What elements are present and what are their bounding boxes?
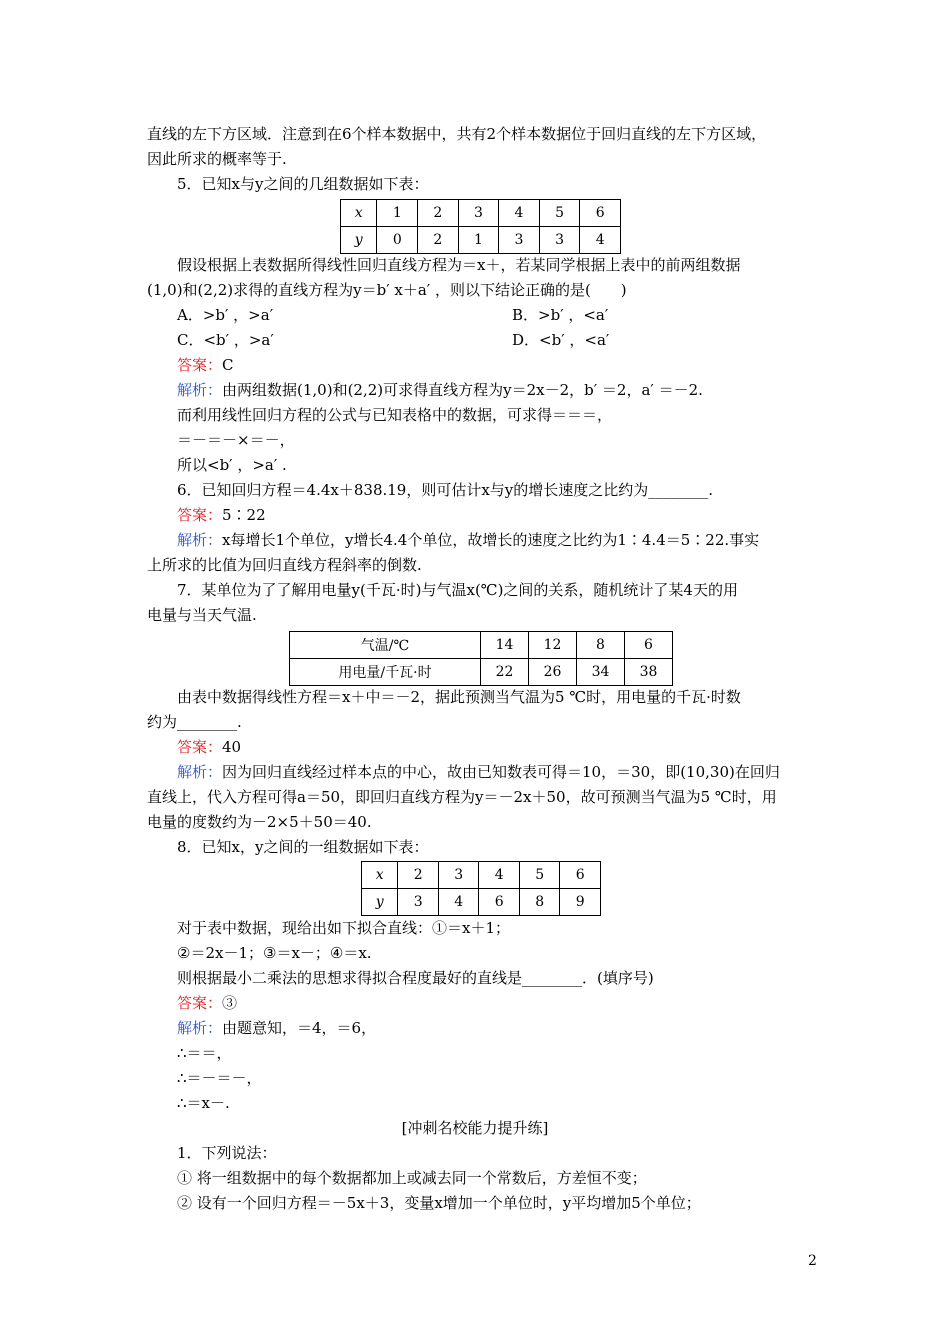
option-c: C．<b′ ，>a′	[177, 331, 274, 349]
option-d: D．<b′ ，<a′	[512, 331, 610, 349]
table-row	[341, 227, 621, 254]
table-cell: 6	[580, 200, 621, 227]
table-cell: 5	[519, 862, 560, 889]
answer-label: 答案：	[177, 356, 223, 374]
text-line: 由表中数据得线性方程＝x＋中＝－2，据此预测当气温为5 ℃时，用电量的千瓦·时数	[177, 688, 741, 706]
table-cell: 气温/℃	[290, 632, 481, 659]
question-5: 5．已知x与y之间的几组数据如下表：	[177, 175, 429, 193]
table-cell: 3	[539, 227, 580, 254]
table-row	[341, 200, 621, 227]
option-b: B．>b′ ，<a′	[512, 306, 609, 324]
explanation-label: 解析：	[177, 1019, 223, 1037]
answer-label: 答案：	[177, 738, 223, 756]
question-8: 8．已知x，y之间的一组数据如下表：	[177, 838, 429, 856]
table-cell: y	[362, 889, 398, 916]
text-line: ∴＝－＝－，	[177, 1069, 262, 1087]
table-row	[290, 659, 673, 686]
explanation-text: 由题意知，＝4，＝6，	[222, 1019, 377, 1037]
table-cell: 6	[625, 632, 673, 659]
answer-label: 答案：	[177, 506, 223, 524]
text-line: 电量与当天气温.	[147, 606, 257, 624]
table-cell: 1	[458, 227, 499, 254]
explanation-label: 解析：	[177, 381, 223, 399]
explanation-line	[177, 530, 759, 550]
problem-1: 1．下列说法：	[177, 1144, 277, 1162]
text-line: ②＝2x－1；③＝x－；④＝x.	[177, 944, 372, 962]
answer-value: 40	[222, 738, 242, 756]
explanation-line	[177, 762, 780, 782]
text-line: 约为________.	[147, 713, 242, 731]
table-cell: 3	[458, 200, 499, 227]
answer-line	[177, 737, 241, 757]
answer-line	[177, 355, 234, 375]
table-cell: 34	[577, 659, 625, 686]
table-cell: 12	[529, 632, 577, 659]
explanation-line	[177, 1018, 376, 1038]
question-6: 6．已知回归方程＝4.4x＋838.19，则可估计x与y的增长速度之比约为________.	[177, 481, 714, 499]
table-q5	[340, 199, 621, 254]
table-cell: 3	[438, 862, 479, 889]
text-line: ＝－＝－×＝－，	[177, 431, 295, 449]
table-cell: 2	[418, 200, 459, 227]
answer-line	[177, 505, 266, 525]
text-line: (1,0)和(2,2)求得的直线方程为y＝b′ x＋a′ ，则以下结论正确的是( )	[147, 281, 627, 299]
text-line: ∴＝＝，	[177, 1044, 232, 1062]
text-line: 假设根据上表数据所得线性回归直线方程为＝x＋，若某同学根据上表中的前两组数据	[177, 256, 741, 274]
explanation-line	[177, 380, 703, 400]
section-heading: [冲刺名校能力提升练]	[401, 1119, 549, 1137]
table-cell: 38	[625, 659, 673, 686]
text-line: 电量的度数约为－2×5＋50＝40.	[147, 813, 372, 831]
table-cell: 6	[560, 862, 601, 889]
table-cell: 6	[479, 889, 520, 916]
table-cell: 22	[481, 659, 529, 686]
text-line: 而利用线性回归方程的公式与已知表格中的数据，可求得＝＝＝，	[177, 406, 613, 424]
table-cell: 9	[560, 889, 601, 916]
answer-label: 答案：	[177, 994, 223, 1012]
table-cell: 8	[519, 889, 560, 916]
text-line: ② 设有一个回归方程＝－5x＋3，变量x增加一个单位时，y平均增加5个单位；	[177, 1194, 701, 1212]
table-cell: 8	[577, 632, 625, 659]
explanation-text: 因为回归直线经过样本点的中心，故由已知数表可得＝10，＝30，即(10,30)在回归	[222, 763, 780, 781]
table-cell: 4	[479, 862, 520, 889]
question-7: 7．某单位为了了解用电量y(千瓦·时)与气温x(℃)之间的关系，随机统计了某4天的用	[177, 581, 738, 599]
explanation-label: 解析：	[177, 763, 223, 781]
answer-value: C	[222, 356, 234, 374]
table-cell: y	[341, 227, 377, 254]
text-line: 对于表中数据，现给出如下拟合直线：①＝x＋1；	[177, 919, 511, 937]
table-cell: 4	[580, 227, 621, 254]
text-line: 直线的左下方区域．注意到在6个样本数据中，共有2个样本数据位于回归直线的左下方区域，	[147, 125, 767, 143]
answer-value: 5∶22	[222, 506, 266, 524]
text-line: 上所求的比值为回归直线方程斜率的倒数.	[147, 556, 422, 574]
table-cell: 26	[529, 659, 577, 686]
table-cell: x	[341, 200, 377, 227]
text-line: ∴＝x－.	[177, 1094, 230, 1112]
table-q7	[289, 631, 673, 686]
table-cell: 3	[499, 227, 540, 254]
table-cell: 5	[539, 200, 580, 227]
table-cell: x	[362, 862, 398, 889]
table-cell: 2	[398, 862, 439, 889]
table-cell: 14	[481, 632, 529, 659]
answer-line	[177, 993, 237, 1013]
table-cell: 4	[499, 200, 540, 227]
explanation-label: 解析：	[177, 531, 223, 549]
table-cell: 1	[377, 200, 418, 227]
text-line: 直线上，代入方程可得a＝50，即回归直线方程为y＝－2x＋50，故可预测当气温为5 ℃时，用	[147, 788, 777, 806]
table-cell: 0	[377, 227, 418, 254]
table-cell: 4	[438, 889, 479, 916]
text-line: ① 将一组数据中的每个数据都加上或减去同一个常数后，方差恒不变；	[177, 1169, 647, 1187]
table-row	[362, 889, 601, 916]
option-a: A．>b′ ，>a′	[177, 306, 274, 324]
table-cell: 用电量/千瓦·时	[290, 659, 481, 686]
table-row	[362, 862, 601, 889]
table-row	[290, 632, 673, 659]
text-line: 因此所求的概率等于.	[147, 150, 287, 168]
text-line: 则根据最小二乘法的思想求得拟合程度最好的直线是________．(填序号)	[177, 969, 654, 987]
table-cell: 3	[398, 889, 439, 916]
text-line: 所以<b′ ，>a′ .	[177, 456, 287, 474]
table-cell: 2	[418, 227, 459, 254]
page-number: 2	[808, 1253, 817, 1269]
answer-value: ③	[222, 994, 238, 1012]
table-q8	[361, 861, 601, 916]
explanation-text: x每增长1个单位，y增长4.4个单位，故增长的速度之比约为1∶4.4＝5∶22.事实	[222, 531, 760, 549]
explanation-text: 由两组数据(1,0)和(2,2)可求得直线方程为y＝2x－2，b′ ＝2，a′ ＝－2.	[222, 381, 703, 399]
